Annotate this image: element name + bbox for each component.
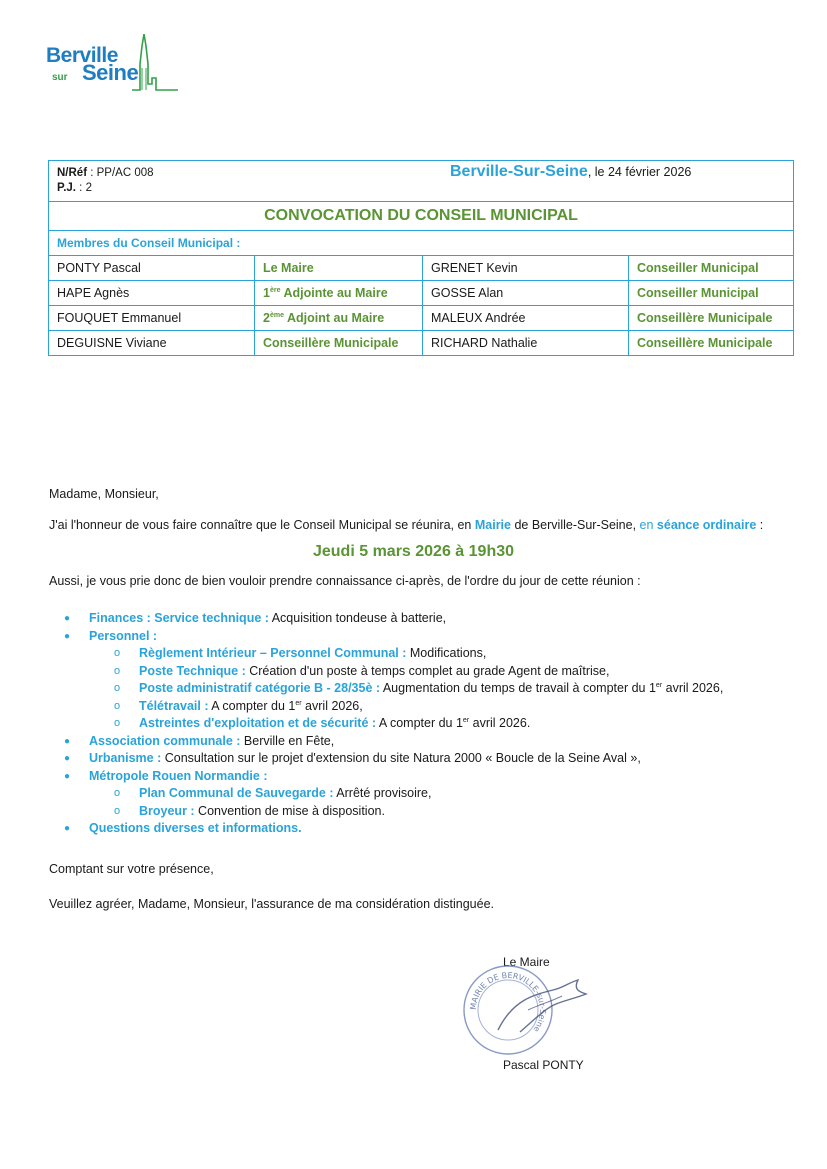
sub-bullet-icon: o <box>114 647 121 659</box>
member-name: HAPE Agnès <box>49 281 255 306</box>
bullet-icon: ● <box>64 613 71 624</box>
reference-cell <box>49 161 794 202</box>
bullet-icon: ● <box>64 753 71 764</box>
pj-value: : 2 <box>75 182 92 194</box>
member-row <box>49 331 794 356</box>
member-name: PONTY Pascal <box>49 256 255 281</box>
member-name: FOUQUET Emmanuel <box>49 306 255 331</box>
member-role: Conseillère Municipale <box>629 306 794 331</box>
bullet-icon: ● <box>64 630 71 642</box>
agenda-subitem: o Plan Communal de Sauvegarde : Arrêté provisoire, <box>64 785 723 803</box>
agenda-intro: Aussi, je vous prie donc de bien vouloir prendre connaissance ci-après, de l'ordre du jour de cette réunion : <box>49 574 641 588</box>
mairie-stamp-icon <box>458 960 598 1060</box>
logo-text-sur: sur <box>52 72 68 83</box>
sub-bullet-icon: o <box>114 717 121 729</box>
meeting-datetime: Jeudi 5 mars 2026 à 19h30 <box>312 543 515 560</box>
member-role: Conseillère Municipale <box>629 331 794 356</box>
bullet-icon: ● <box>64 735 71 747</box>
members-heading: Membres du Conseil Municipal : <box>49 231 794 256</box>
sub-bullet-icon: o <box>114 804 121 817</box>
letter-date: , le 24 février 2026 <box>587 165 692 179</box>
agenda-subitem: o Broyeur : Convention de mise à disposition. <box>64 803 723 821</box>
logo-text-berville: Berville <box>46 44 118 67</box>
signature-title: Le Maire <box>503 955 550 969</box>
city-date-line <box>450 164 691 180</box>
ref-value: : PP/AC 008 <box>87 167 154 179</box>
member-role: Conseiller Municipal <box>629 281 794 306</box>
intro-paragraph: J'ai l'honneur de vous faire connaître que le Conseil Municipal se réunira, en Mairie de Berville-Sur-Seine, en séance ordinaire : <box>49 518 764 532</box>
member-role: 1ère Adjointe au Maire <box>255 281 423 306</box>
signature-name: Pascal PONTY <box>503 1058 584 1072</box>
svg-text:MAIRIE DE BERVILLE-sur-Seine: MAIRIE DE BERVILLE-sur-Seine <box>468 970 548 1034</box>
sub-bullet-icon: o <box>114 787 121 799</box>
agenda-subitem: o Règlement Intérieur – Personnel Communal : Modifications, <box>64 645 723 663</box>
member-role: 2ème Adjoint au Maire <box>255 306 423 331</box>
city-name: Berville-Sur-Seine <box>450 163 588 180</box>
bullet-icon: ● <box>64 823 71 834</box>
pj-label: P.J. <box>57 182 76 194</box>
closing-line-1: Comptant sur votre présence, <box>49 862 214 876</box>
member-row <box>49 256 794 281</box>
attachments-line <box>57 181 785 196</box>
agenda-subitem: o Astreintes d'exploitation et de sécurité : A compter du 1er avril 2026. <box>64 715 723 733</box>
agenda-subitem: o Poste administratif catégorie B - 28/35è : Augmentation du temps de travail à compter du 1er avril 2026, <box>64 680 723 698</box>
member-role: Le Maire <box>255 256 423 281</box>
member-name: MALEUX Andrée <box>423 306 629 331</box>
ref-label: N/Réf <box>57 167 88 179</box>
agenda-item: ● Personnel : <box>64 628 723 646</box>
member-name: DEGUISNE Viviane <box>49 331 255 356</box>
agenda-item: ● Métropole Rouen Normandie : <box>64 768 723 786</box>
church-steeple-icon <box>130 34 180 92</box>
bullet-icon: ● <box>64 770 71 782</box>
member-role: Conseillère Municipale <box>255 331 423 356</box>
sub-bullet-icon: o <box>114 699 121 712</box>
agenda-subitem: o Télétravail : A compter du 1er avril 2026, <box>64 698 723 716</box>
sub-bullet-icon: o <box>114 664 121 677</box>
document-title: CONVOCATION DU CONSEIL MUNICIPAL <box>49 202 794 231</box>
member-row <box>49 281 794 306</box>
agenda-list <box>64 610 723 838</box>
agenda-subitem: o Poste Technique : Création d'un poste à temps complet au grade Agent de maîtrise, <box>64 663 723 681</box>
header-table <box>48 160 794 356</box>
member-name: GOSSE Alan <box>423 281 629 306</box>
berville-logo <box>44 32 184 92</box>
member-name: GRENET Kevin <box>423 256 629 281</box>
agenda-item: ● Urbanisme : Consultation sur le projet d'extension du site Natura 2000 « Boucle de la Seine Aval », <box>64 750 723 768</box>
logo-text-seine: Seine <box>82 60 139 85</box>
agenda-item: ● Questions diverses et informations. <box>64 820 723 838</box>
agenda-item: ● Finances : Service technique : Acquisition tondeuse à batterie, <box>64 610 723 628</box>
agenda-item: ● Association communale : Berville en Fête, <box>64 733 723 751</box>
closing-line-2: Veuillez agréer, Madame, Monsieur, l'assurance de ma considération distinguée. <box>49 897 495 911</box>
member-role: Conseiller Municipal <box>629 256 794 281</box>
member-row <box>49 306 794 331</box>
member-name: RICHARD Nathalie <box>423 331 629 356</box>
salutation: Madame, Monsieur, <box>49 487 159 501</box>
sub-bullet-icon: o <box>114 682 121 694</box>
